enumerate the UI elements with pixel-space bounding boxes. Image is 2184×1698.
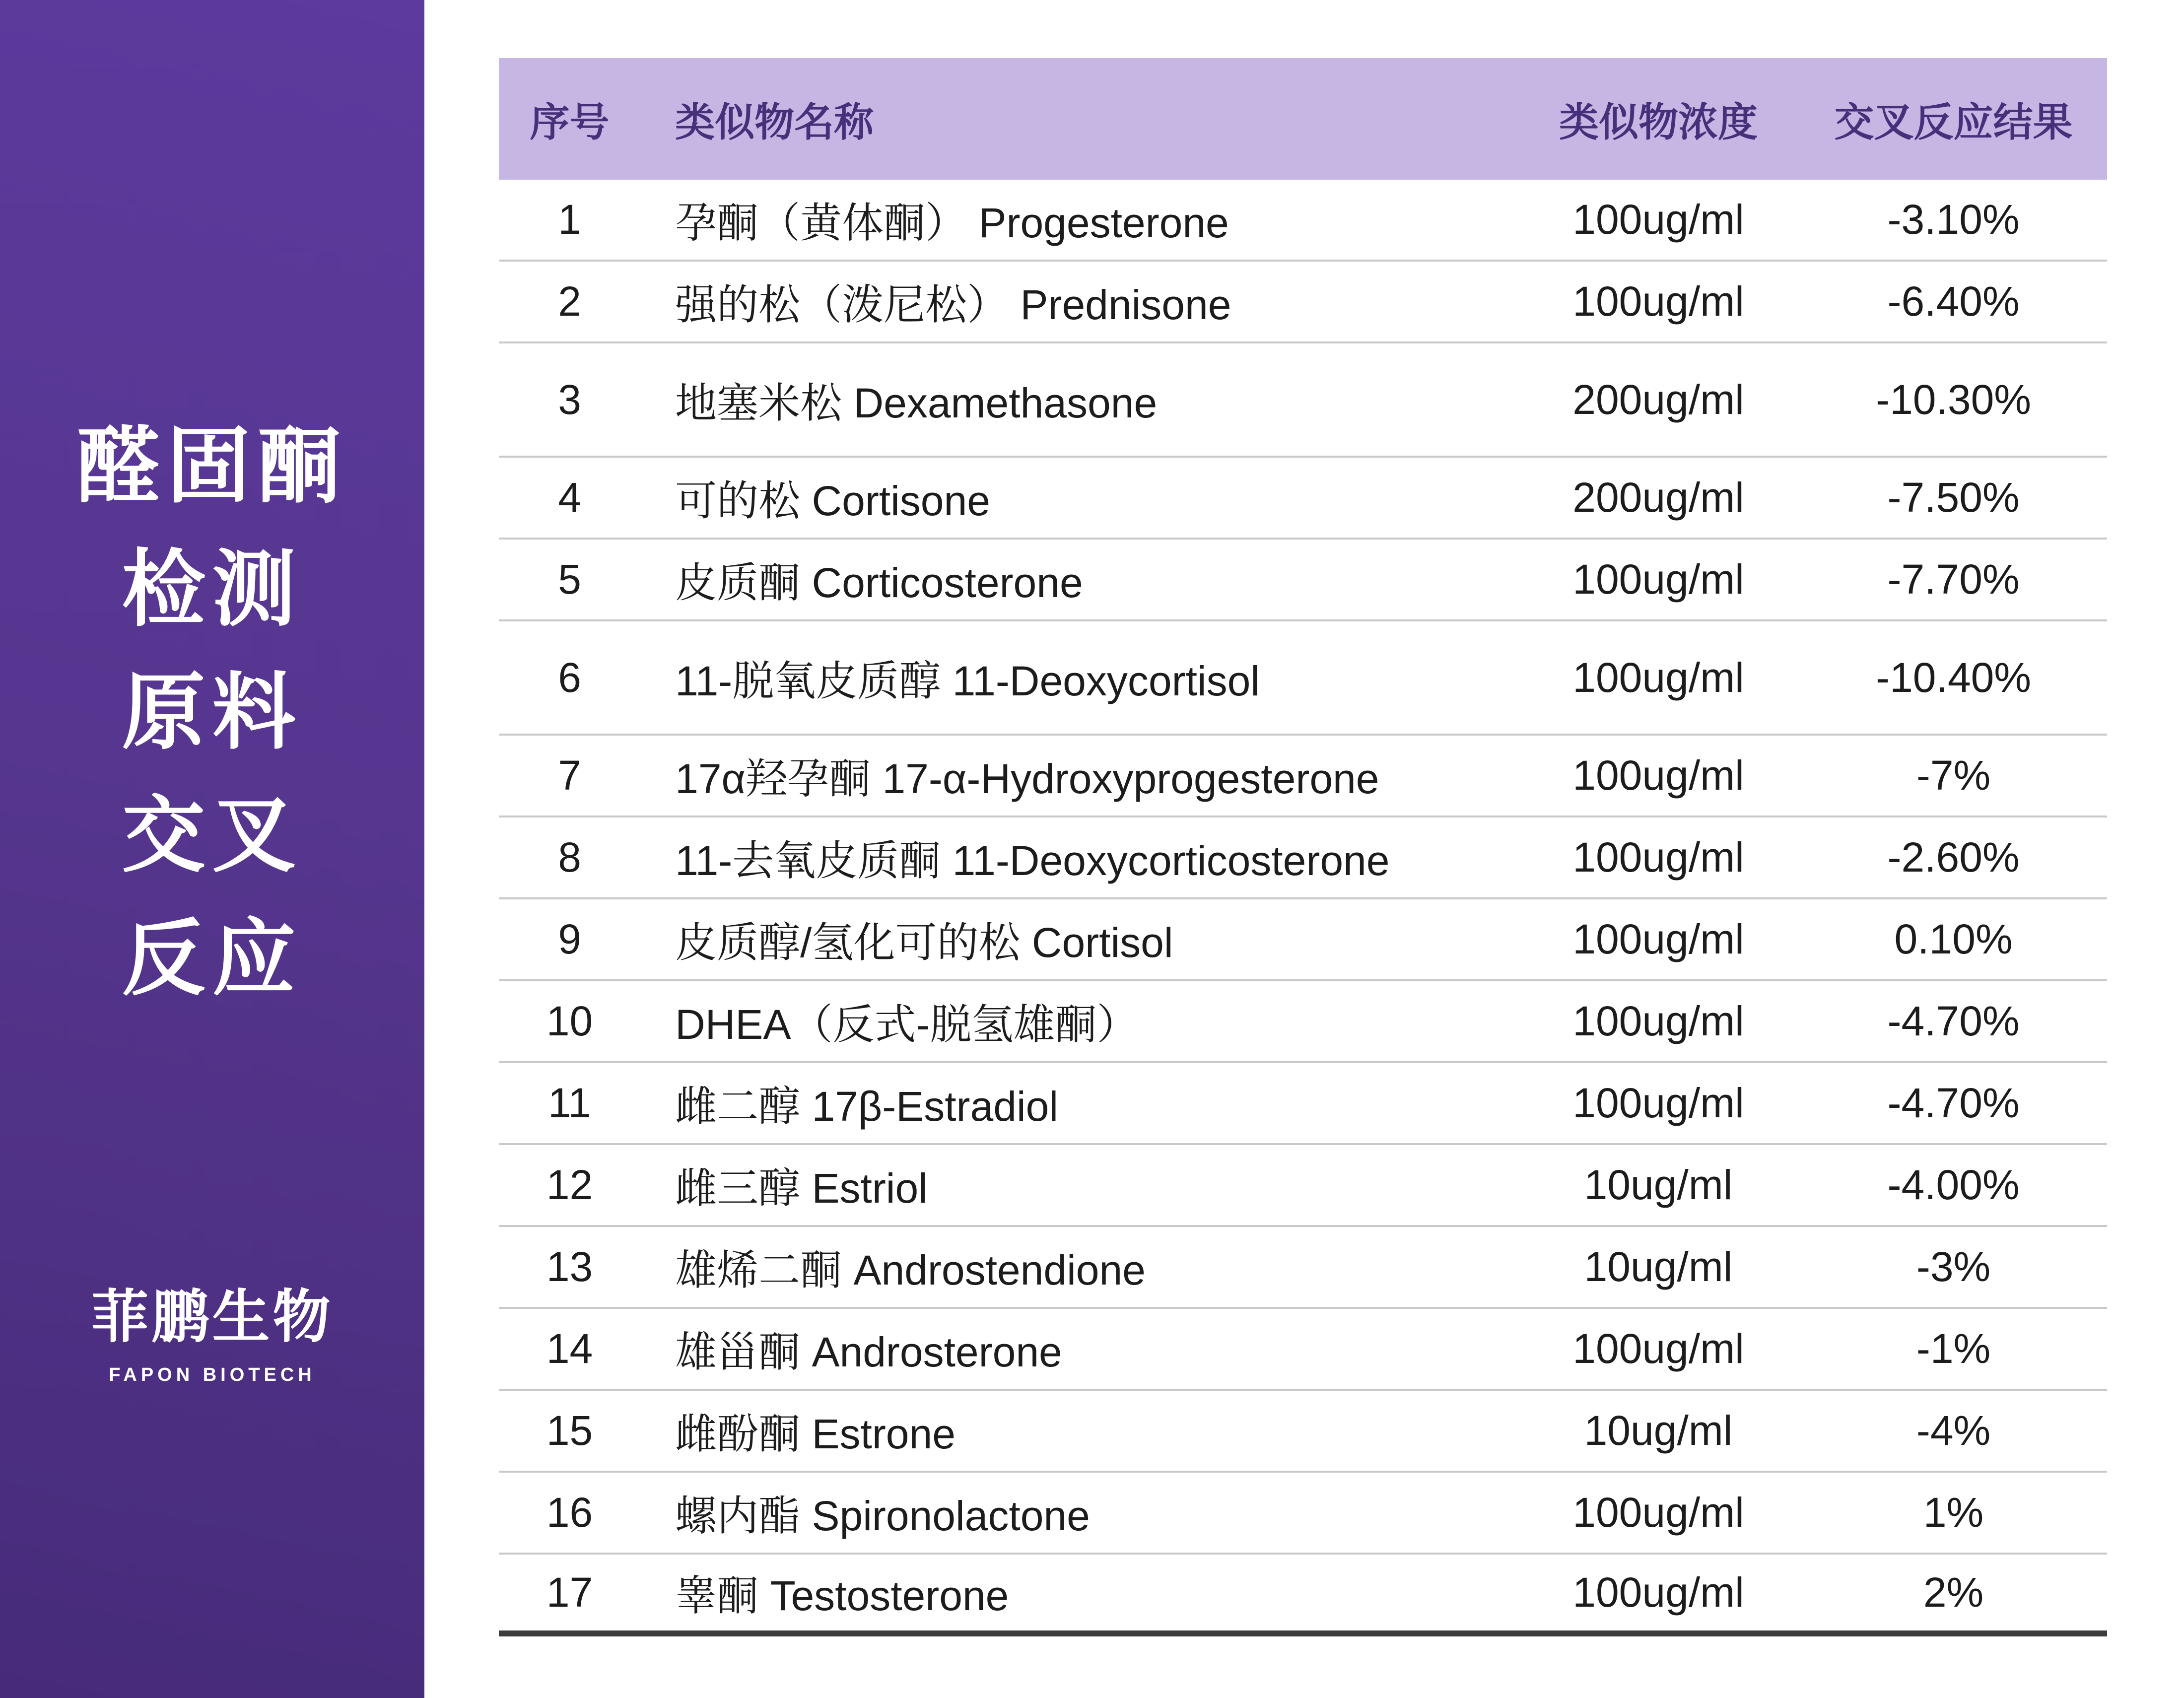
table-row [499,1145,2107,1227]
table-row [499,1391,2107,1473]
row-index: 7 [558,752,581,799]
row-index: 13 [546,1243,593,1290]
brand-logo-english: FAPON BIOTECH [109,1364,316,1385]
row-analog-name: 11-去氧皮质酮 11-Deoxycorticosterone [675,837,1390,884]
row-analog-concentration: 10ug/ml [1584,1243,1733,1290]
table-row [499,458,2107,540]
table-row [499,1555,2107,1636]
page-title-line: 检测 [122,543,303,636]
row-cross-reaction-result: -10.40% [1876,654,2031,701]
row-analog-concentration: 200ug/ml [1572,474,1744,521]
row-cross-reaction-result: -3.10% [1887,196,2020,243]
row-index: 3 [558,376,581,423]
row-cross-reaction-result: -7% [1916,752,1991,799]
row-analog-name: 皮质醇/氢化可的松 Cortisol [675,919,1173,966]
row-index: 12 [546,1161,593,1208]
row-index: 9 [558,916,581,962]
table-row [499,736,2107,817]
table-row [499,180,2107,262]
row-analog-name: 可的松 Cortisone [675,477,990,524]
table-row [499,1227,2107,1309]
row-analog-name: 螺内酯 Spironolactone [675,1493,1090,1539]
row-cross-reaction-result: 0.10% [1894,916,2013,962]
row-index: 17 [546,1569,593,1616]
table-row [499,981,2107,1063]
row-analog-concentration: 100ug/ml [1572,1325,1744,1372]
row-cross-reaction-result: -1% [1916,1325,1991,1372]
column-header-concentration: 类似物浓度 [1559,100,1758,144]
brand-logo-chinese: 菲鹏生物 [91,1283,334,1351]
row-analog-name: 孕酮（黄体酮） Progesterone [675,200,1229,246]
row-cross-reaction-result: -4.70% [1887,1080,2020,1126]
row-analog-concentration: 100ug/ml [1572,1489,1744,1536]
row-cross-reaction-result: -7.70% [1887,556,2020,603]
sidebar [0,0,424,1698]
row-analog-name: 强的松（泼尼松） Prednisone [675,281,1231,328]
row-analog-name: DHEA（反式-脱氢雄酮） [675,1001,1139,1048]
row-analog-concentration: 100ug/ml [1572,998,1744,1044]
table-row [499,540,2107,621]
row-index: 14 [546,1325,593,1372]
row-analog-concentration: 100ug/ml [1572,752,1744,799]
row-cross-reaction-result: -10.30% [1876,376,2031,423]
table-row [499,1063,2107,1145]
row-analog-concentration: 100ug/ml [1572,556,1744,603]
table-row [499,343,2107,458]
row-analog-concentration: 100ug/ml [1572,278,1744,325]
page-title-line: 醛固酮 [76,419,348,513]
page-title [0,405,424,1020]
row-analog-name: 雌酚酮 Estrone [675,1411,956,1457]
column-header-result: 交叉反应结果 [1834,100,2073,144]
row-analog-name: 11-脱氧皮质醇 11-Deoxycortisol [675,657,1260,704]
row-cross-reaction-result: -4.70% [1887,998,2020,1044]
row-analog-concentration: 100ug/ml [1572,916,1744,962]
table-row [499,1473,2107,1555]
row-analog-concentration: 10ug/ml [1584,1407,1733,1454]
row-analog-name: 雄烯二酮 Androstendione [675,1247,1146,1293]
table-row [499,262,2107,343]
page-title-line: 反应 [122,912,303,1005]
row-index: 10 [546,998,593,1044]
row-cross-reaction-result: -4.00% [1887,1161,2020,1208]
row-cross-reaction-result: -6.40% [1887,278,2020,325]
row-analog-name: 雌三醇 Estriol [675,1165,928,1212]
row-analog-name: 地塞米松 Dexamethasone [675,379,1158,426]
page-title-line: 原料 [122,666,303,759]
row-analog-concentration: 100ug/ml [1572,1569,1744,1616]
row-index: 16 [546,1489,593,1536]
row-index: 11 [547,1080,592,1126]
row-cross-reaction-result: 1% [1923,1489,1984,1536]
row-index: 1 [558,196,581,243]
row-analog-name: 皮质酮 Corticosterone [675,559,1083,606]
row-analog-concentration: 100ug/ml [1572,196,1744,243]
row-cross-reaction-result: -7.50% [1887,474,2020,521]
row-index: 6 [558,654,581,701]
table-row [499,817,2107,899]
row-analog-concentration: 100ug/ml [1572,1080,1744,1126]
row-index: 2 [558,278,581,325]
row-index: 15 [546,1407,593,1454]
row-index: 4 [558,474,581,521]
table-header-row [499,58,2107,180]
column-header-index: 序号 [530,100,610,144]
row-analog-name: 雄甾酮 Androsterone [675,1329,1062,1375]
row-cross-reaction-result: -4% [1916,1407,1991,1454]
row-index: 8 [558,834,581,881]
row-cross-reaction-result: -2.60% [1887,834,2020,881]
table-rows [499,180,2107,1636]
row-analog-name: 17α羟孕酮 17-α-Hydroxyprogesterone [675,755,1379,802]
row-index: 5 [558,556,581,603]
row-cross-reaction-result: -3% [1916,1243,1991,1290]
row-analog-name: 睾酮 Testosterone [675,1572,1009,1619]
brand-logo [0,1271,424,1386]
table-row [499,621,2107,736]
row-analog-concentration: 200ug/ml [1572,376,1744,423]
row-cross-reaction-result: 2% [1923,1569,1984,1616]
table-row [499,1309,2107,1391]
cross-reactivity-table [499,58,2107,1636]
column-header-analog-name: 类似物名称 [675,100,874,144]
row-analog-name: 雌二醇 17β-Estradiol [675,1083,1058,1130]
row-analog-concentration: 10ug/ml [1584,1161,1733,1208]
row-analog-concentration: 100ug/ml [1572,654,1744,701]
row-analog-concentration: 100ug/ml [1572,834,1744,881]
table-row [499,899,2107,981]
page-title-line: 交叉 [122,789,303,882]
